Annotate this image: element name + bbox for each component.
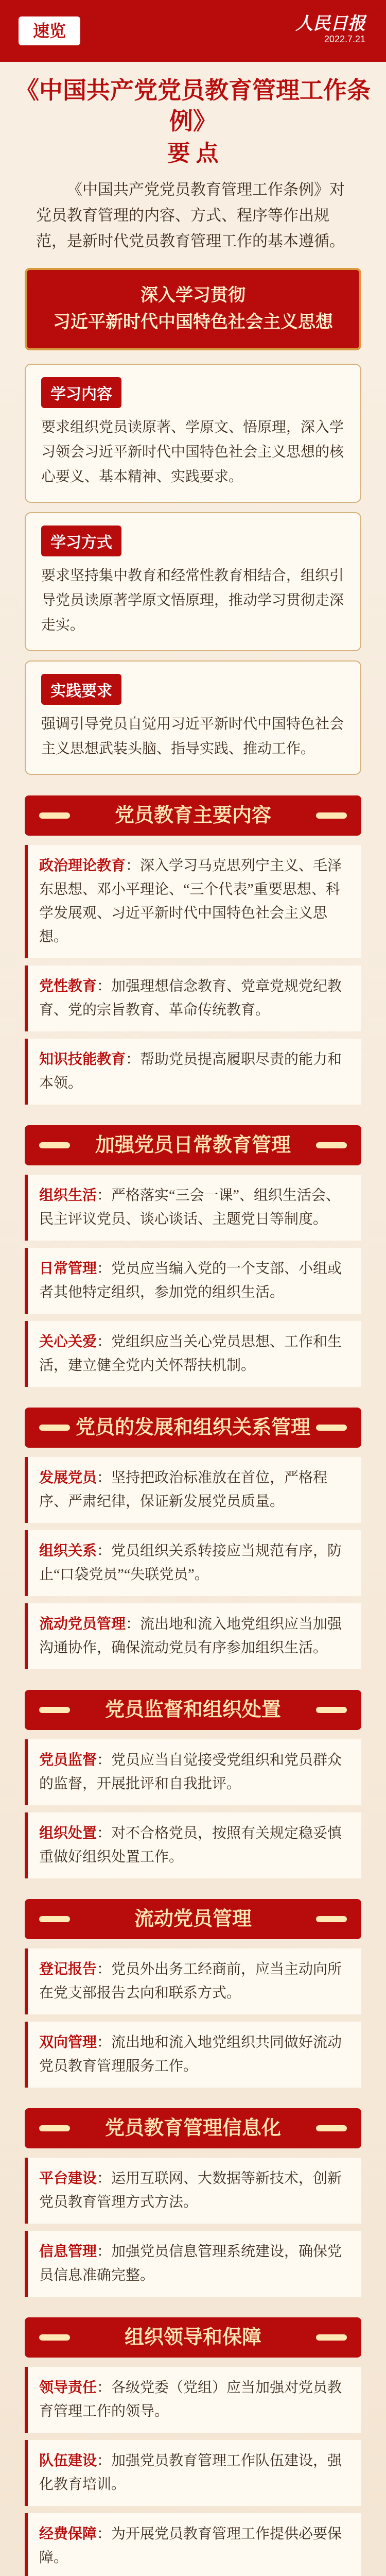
list-item-title: 组织关系	[39, 1543, 97, 1559]
list-item	[25, 1603, 361, 1669]
list-item-title: 发展党员	[39, 1470, 97, 1486]
list-item-separator: ：	[126, 1616, 141, 1632]
list-item-text: 深入学习马克思列宁主义、毛泽东思想、邓小平理论、“三个代表”重要思想、科学发展观、习近平新时代中国特色社会主义思想。	[39, 858, 342, 945]
list-item-separator: ：	[97, 1825, 112, 1841]
section-list	[25, 2367, 361, 2576]
card	[25, 660, 361, 775]
list-item	[25, 2158, 361, 2224]
list-item-text: 党员应当自觉接受党组织和党员群众的监督，开展批评和自我批评。	[39, 1752, 342, 1792]
list-item	[25, 2231, 361, 2297]
list-item-text: 党组织应当关心党员思想、工作和生活，建立健全党内关怀帮扶机制。	[39, 1334, 342, 1374]
list-item-title: 政治理论教育	[39, 858, 126, 874]
card-text: 要求坚持集中教育和经常性教育相结合，组织引导党员读原著学原文悟原理，推动学习贯彻走深走实。	[41, 568, 344, 633]
list-item-separator: ：	[97, 1188, 112, 1204]
list-item	[25, 845, 361, 958]
publish-date: 2022.7.21	[324, 34, 365, 44]
section-header: 党员教育管理信息化	[25, 2108, 361, 2148]
hero-line-2: 习近平新时代中国特色社会主义思想	[53, 313, 333, 332]
list-item	[25, 1039, 361, 1105]
list-item	[25, 1321, 361, 1387]
list-item	[25, 1812, 361, 1878]
list-item	[25, 1739, 361, 1805]
list-item-text: 流出地和流入地党组织应当加强沟通协作，确保流动党员有序参加组织生活。	[39, 1616, 342, 1656]
list-item-separator: ：	[97, 2526, 112, 2542]
hero-line-1: 深入学习贯彻	[141, 286, 245, 305]
list-item	[25, 965, 361, 1031]
list-item	[25, 2367, 361, 2433]
list-item	[25, 1948, 361, 2014]
list-item-separator: ：	[126, 858, 141, 874]
top-banner	[0, 0, 386, 62]
list-item	[25, 2022, 361, 2088]
list-item-text: 对不合格党员，按照有关规定稳妥慎重做好组织处置工作。	[39, 1825, 342, 1865]
list-item-separator: ：	[126, 1052, 141, 1067]
list-item-title: 日常管理	[39, 1261, 97, 1277]
list-item-separator: ：	[97, 2453, 112, 2469]
list-item-text: 党员外出务工经商前，应当主动向所在党支部报告去向和联系方式。	[39, 1961, 342, 2001]
section-header: 流动党员管理	[25, 1899, 361, 1939]
section-list	[25, 845, 361, 1105]
list-item-title: 流动党员管理	[39, 1616, 126, 1632]
list-item-text: 加强党员教育管理工作队伍建设，强化教育培训。	[39, 2453, 342, 2493]
list-item-title: 关心关爱	[39, 1334, 97, 1350]
list-item-text: 坚持把政治标准放在首位，严格程序、严肃纪律，保证新发展党员质量。	[39, 1470, 328, 1510]
list-item-separator: ：	[97, 2380, 112, 2396]
brand-logo: 人民日报	[295, 14, 365, 33]
list-item-text: 为开展党员教育管理工作提供必要保障。	[39, 2526, 342, 2566]
section-list	[25, 1948, 361, 2088]
card-text: 要求组织党员读原著、学原文、悟原理，深入学习领会习近平新时代中国特色社会主义思想的核心要义、基本精神、实践要求。	[41, 419, 344, 485]
list-item-title: 信息管理	[39, 2244, 97, 2260]
list-item-separator: ：	[97, 2244, 112, 2260]
list-item-text: 帮助党员提高履职尽责的能力和本领。	[39, 1052, 342, 1091]
list-item-text: 党员组织关系转接应当规范有序，防止“口袋党员”“失联党员”。	[39, 1543, 342, 1583]
list-item-separator: ：	[97, 1752, 112, 1768]
list-item-text: 严格落实“三会一课”、组织生活会、民主评议党员、谈心谈话、主题党日等制度。	[39, 1188, 340, 1227]
section-header: 加强党员日常教育管理	[25, 1125, 361, 1165]
list-item-separator: ：	[97, 2035, 112, 2050]
card	[25, 364, 361, 503]
list-item-separator: ：	[97, 1470, 112, 1486]
section-list	[25, 1175, 361, 1387]
list-item-title: 党员监督	[39, 1752, 97, 1768]
list-item-separator: ：	[97, 1334, 112, 1350]
list-item-title: 双向管理	[39, 2035, 97, 2050]
list-item-title: 登记报告	[39, 1961, 97, 1977]
list-item-text: 各级党委（党组）应当加强对党员教育管理工作的领导。	[39, 2380, 342, 2419]
list-item-title: 党性教育	[39, 978, 97, 994]
list-item-text: 流出地和流入地党组织共同做好流动党员教育管理服务工作。	[39, 2035, 342, 2074]
intro-paragraph: 《中国共产党党员教育管理工作条例》对党员教育管理的内容、方式、程序等作出规范，是新时代党员教育管理工作的基本遵循。	[36, 181, 345, 250]
hero-banner	[25, 268, 361, 350]
list-item	[25, 1175, 361, 1241]
sections-container	[0, 795, 386, 2576]
list-item	[25, 2440, 361, 2506]
list-item-title: 队伍建设	[39, 2453, 97, 2469]
section-list	[25, 1457, 361, 1669]
list-item-separator: ：	[97, 1961, 112, 1977]
sub-title: 要 点	[167, 141, 219, 166]
list-item-text: 加强理想信念教育、党章党规党纪教育、党的宗旨教育、革命传统教育。	[39, 978, 342, 1018]
list-item-separator: ：	[97, 2171, 112, 2187]
section-header: 党员教育主要内容	[25, 795, 361, 836]
list-item	[25, 2513, 361, 2576]
card-label: 学习内容	[41, 377, 121, 408]
section-list	[25, 1739, 361, 1878]
section-header: 党员监督和组织处置	[25, 1690, 361, 1730]
list-item	[25, 1248, 361, 1314]
section-header: 党员的发展和组织关系管理	[25, 1408, 361, 1448]
list-item-title: 平台建设	[39, 2171, 97, 2187]
list-item-title: 领导责任	[39, 2380, 97, 2396]
section-list	[25, 2158, 361, 2297]
list-item	[25, 1530, 361, 1596]
list-item-separator: ：	[97, 1261, 112, 1277]
list-item-title: 知识技能教育	[39, 1052, 126, 1067]
list-item-title: 组织处置	[39, 1825, 97, 1841]
section-header: 组织领导和保障	[25, 2317, 361, 2358]
list-item-title: 经费保障	[39, 2526, 97, 2542]
card-label: 学习方式	[41, 526, 121, 556]
list-item-separator: ：	[97, 978, 112, 994]
list-item-title: 组织生活	[39, 1188, 97, 1204]
list-item-text: 加强党员信息管理系统建设，确保党员信息准确完整。	[39, 2244, 342, 2283]
list-item-separator: ：	[97, 1543, 112, 1559]
quick-read-tag: 速览	[19, 16, 80, 45]
list-item	[25, 1457, 361, 1523]
main-title: 《中国共产党党员教育管理工作条例》	[15, 77, 371, 134]
card-label: 实践要求	[41, 674, 121, 705]
list-item-text: 运用互联网、大数据等新技术，创新党员教育管理方式方法。	[39, 2171, 342, 2210]
card-text: 强调引导党员自觉用习近平新时代中国特色社会主义思想武装头脑、指导实践、推动工作。	[41, 716, 344, 757]
card	[25, 512, 361, 651]
list-item-text: 党员应当编入党的一个支部、小组或者其他特定组织，参加党的组织生活。	[39, 1261, 342, 1300]
